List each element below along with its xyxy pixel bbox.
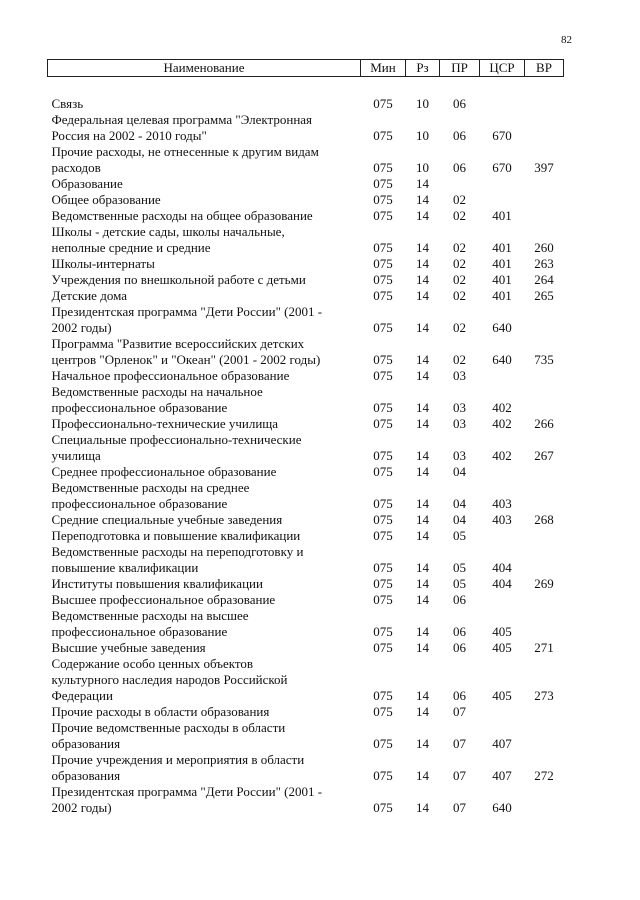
row-pr-cell: 07: [453, 704, 466, 719]
row-pr-cell: 07: [453, 800, 466, 815]
row-min-cell: 075: [373, 288, 393, 303]
table-row: [48, 480, 564, 512]
row-csr-cell: 404: [492, 576, 512, 591]
row-name-line: Переподготовка и повышение квалификации: [51, 528, 301, 543]
row-name-line: Прочие расходы в области образования: [51, 704, 270, 719]
column-header-csr: ЦСР: [480, 60, 525, 77]
row-min-cell: 075: [373, 528, 393, 543]
row-csr-cell: 401: [492, 208, 512, 223]
row-name-cell: [48, 544, 361, 576]
row-pr-cell: 02: [453, 208, 466, 223]
row-rz-cell: 10: [416, 128, 429, 143]
row-vr-cell: 266: [534, 416, 554, 431]
table-row: [48, 336, 564, 368]
row-vr-cell: 273: [534, 688, 554, 703]
row-vr-cell: [525, 368, 564, 384]
row-min-cell: 075: [373, 352, 393, 367]
row-min-cell: 075: [373, 400, 393, 415]
table-row: [48, 640, 564, 656]
row-csr-cell: [480, 704, 525, 720]
row-csr-cell: [480, 464, 525, 480]
row-vr-cell: [525, 464, 564, 480]
table-row: [48, 368, 564, 384]
table-row: [48, 288, 564, 304]
table-row: [48, 144, 564, 176]
row-csr-cell: [480, 368, 525, 384]
row-vr-cell: [525, 304, 564, 336]
row-pr-cell: 02: [453, 320, 466, 335]
row-name-line: Прочие расходы, не отнесенные к другим видам: [51, 144, 319, 159]
row-pr-cell: 06: [453, 592, 466, 607]
row-rz-cell: 14: [416, 416, 429, 431]
row-csr-cell: [480, 192, 525, 208]
row-pr-cell: 06: [453, 640, 466, 655]
row-csr-cell: 407: [492, 736, 512, 751]
row-min-cell: 075: [373, 256, 393, 271]
row-name-cell: [48, 144, 361, 176]
row-rz-cell: 14: [416, 512, 429, 527]
row-rz-cell: 14: [416, 464, 429, 479]
row-name-line: Институты повышения квалификации: [51, 576, 263, 591]
table-row: [48, 592, 564, 608]
row-name-line: Программа "Развитие всероссийских детских: [51, 336, 305, 351]
row-name-line: 2002 годы): [51, 320, 112, 335]
row-name-line: Россия на 2002 - 2010 годы": [51, 128, 207, 143]
row-name-line: Детские дома: [51, 288, 127, 303]
row-name-line: Ведомственные расходы на начальное: [51, 384, 263, 399]
row-name-cell: [48, 176, 361, 192]
row-name-line: Федерации: [51, 688, 113, 703]
row-rz-cell: 14: [416, 560, 429, 575]
row-rz-cell: 14: [416, 496, 429, 511]
row-vr-cell: 735: [534, 352, 554, 367]
table-row: [48, 704, 564, 720]
spacer-row: [48, 77, 564, 97]
table-row: [48, 384, 564, 416]
row-rz-cell: 14: [416, 192, 429, 207]
row-min-cell: 075: [373, 128, 393, 143]
row-pr-cell: 03: [453, 416, 466, 431]
row-vr-cell: [525, 384, 564, 416]
row-name-cell: [48, 96, 361, 112]
row-rz-cell: 14: [416, 448, 429, 463]
page-number: 82: [561, 34, 572, 46]
row-csr-cell: 640: [492, 352, 512, 367]
row-vr-cell: [525, 592, 564, 608]
row-pr-cell: 07: [453, 768, 466, 783]
row-csr-cell: 640: [492, 800, 512, 815]
row-vr-cell: 263: [534, 256, 554, 271]
row-name-line: расходов: [51, 160, 101, 175]
row-rz-cell: 14: [416, 256, 429, 271]
row-csr-cell: [480, 96, 525, 112]
row-vr-cell: [525, 528, 564, 544]
row-rz-cell: 14: [416, 400, 429, 415]
row-csr-cell: 402: [492, 448, 512, 463]
row-min-cell: 075: [373, 160, 393, 175]
row-name-line: профессиональное образование: [51, 496, 228, 511]
row-min-cell: 075: [373, 320, 393, 335]
row-name-line: училища: [51, 448, 101, 463]
row-rz-cell: 14: [416, 352, 429, 367]
row-name-line: образования: [51, 736, 121, 751]
row-pr-cell: 06: [453, 624, 466, 639]
row-name-line: Специальные профессионально-технические: [51, 432, 302, 447]
row-csr-cell: 670: [492, 160, 512, 175]
row-vr-cell: 397: [534, 160, 554, 175]
row-name-cell: [48, 592, 361, 608]
row-csr-cell: 403: [492, 496, 512, 511]
table-body: [48, 77, 564, 817]
row-pr-cell: 05: [453, 576, 466, 591]
row-pr-cell: 02: [453, 240, 466, 255]
table-row: [48, 272, 564, 288]
row-min-cell: 075: [373, 560, 393, 575]
row-rz-cell: 14: [416, 768, 429, 783]
row-min-cell: 075: [373, 592, 393, 607]
row-min-cell: 075: [373, 448, 393, 463]
row-name-cell: [48, 576, 361, 592]
row-name-cell: [48, 208, 361, 224]
row-name-cell: [48, 608, 361, 640]
row-name-line: Высшее профессиональное образование: [51, 592, 276, 607]
row-csr-cell: 402: [492, 416, 512, 431]
row-name-line: неполные средние и средние: [51, 240, 211, 255]
row-min-cell: 075: [373, 176, 393, 191]
row-min-cell: 075: [373, 800, 393, 815]
row-name-cell: [48, 272, 361, 288]
row-pr-cell: 04: [453, 496, 466, 511]
row-name-cell: [48, 464, 361, 480]
row-csr-cell: 405: [492, 640, 512, 655]
table-row: [48, 720, 564, 752]
row-vr-cell: 264: [534, 272, 554, 287]
table-row: [48, 784, 564, 816]
row-name-cell: [48, 288, 361, 304]
row-vr-cell: 268: [534, 512, 554, 527]
row-name-cell: [48, 192, 361, 208]
row-min-cell: 075: [373, 496, 393, 511]
row-min-cell: 075: [373, 576, 393, 591]
column-header-name: Наименование: [48, 60, 361, 77]
row-min-cell: 075: [373, 192, 393, 207]
row-pr-cell: 06: [453, 160, 466, 175]
row-rz-cell: 14: [416, 368, 429, 383]
row-pr-cell: 02: [453, 272, 466, 287]
row-vr-cell: 269: [534, 576, 554, 591]
row-pr-cell: 06: [453, 688, 466, 703]
row-vr-cell: 271: [534, 640, 554, 655]
row-csr-cell: 407: [492, 768, 512, 783]
row-vr-cell: [525, 96, 564, 112]
table-row: [48, 464, 564, 480]
column-header-vr: ВР: [525, 60, 564, 77]
row-name-cell: [48, 704, 361, 720]
row-csr-cell: [480, 592, 525, 608]
row-name-line: Ведомственные расходы на переподготовку и: [51, 544, 304, 559]
row-rz-cell: 14: [416, 736, 429, 751]
row-name-line: Прочие учреждения и мероприятия в области: [51, 752, 305, 767]
row-pr-cell: 05: [453, 560, 466, 575]
row-vr-cell: [525, 720, 564, 752]
row-name-line: Учреждения по внешкольной работе с детьми: [51, 272, 306, 287]
row-vr-cell: 265: [534, 288, 554, 303]
row-name-line: Школы-интернаты: [51, 256, 155, 271]
row-pr-cell: 04: [453, 512, 466, 527]
row-min-cell: 075: [373, 416, 393, 431]
row-name-line: Образование: [51, 176, 123, 191]
row-min-cell: 075: [373, 240, 393, 255]
row-min-cell: 075: [373, 464, 393, 479]
row-vr-cell: [525, 112, 564, 144]
row-vr-cell: [525, 208, 564, 224]
row-name-line: Прочие ведомственные расходы в области: [51, 720, 286, 735]
row-name-line: Федеральная целевая программа "Электронная: [51, 112, 313, 127]
row-name-cell: [48, 480, 361, 512]
row-min-cell: 075: [373, 272, 393, 287]
row-name-line: профессиональное образование: [51, 400, 228, 415]
row-pr-cell: [440, 176, 480, 192]
row-min-cell: 075: [373, 688, 393, 703]
row-name-cell: [48, 512, 361, 528]
row-pr-cell: 02: [453, 352, 466, 367]
row-rz-cell: 14: [416, 624, 429, 639]
row-vr-cell: 267: [534, 448, 554, 463]
row-name-line: повышение квалификации: [51, 560, 199, 575]
column-header-rz: Рз: [406, 60, 440, 77]
row-pr-cell: 07: [453, 736, 466, 751]
row-min-cell: 075: [373, 512, 393, 527]
row-csr-cell: 401: [492, 256, 512, 271]
row-rz-cell: 14: [416, 240, 429, 255]
row-vr-cell: [525, 480, 564, 512]
row-name-line: Президентская программа "Дети России" (2001 -: [51, 784, 323, 799]
row-name-line: центров "Орленок" и "Океан" (2001 - 2002 годы): [51, 352, 321, 367]
row-name-line: Ведомственные расходы на общее образование: [51, 208, 313, 223]
row-name-line: Ведомственные расходы на среднее: [51, 480, 250, 495]
row-name-line: Президентская программа "Дети России" (2001 -: [51, 304, 323, 319]
table-row: [48, 544, 564, 576]
row-csr-cell: 404: [492, 560, 512, 575]
row-csr-cell: 405: [492, 688, 512, 703]
row-min-cell: 075: [373, 96, 393, 111]
table-row: [48, 224, 564, 256]
column-header-pr: ПР: [440, 60, 480, 77]
row-name-cell: [48, 336, 361, 368]
row-pr-cell: 05: [453, 528, 466, 543]
table-row: [48, 416, 564, 432]
row-vr-cell: [525, 544, 564, 576]
table-row: [48, 608, 564, 640]
row-rz-cell: 14: [416, 576, 429, 591]
row-vr-cell: [525, 192, 564, 208]
row-name-line: культурного наследия народов Российской: [51, 672, 288, 687]
row-name-cell: [48, 640, 361, 656]
row-pr-cell: 03: [453, 368, 466, 383]
row-rz-cell: 14: [416, 320, 429, 335]
row-min-cell: 075: [373, 736, 393, 751]
table-row: [48, 528, 564, 544]
row-pr-cell: 02: [453, 192, 466, 207]
row-csr-cell: 401: [492, 288, 512, 303]
row-vr-cell: [525, 176, 564, 192]
row-vr-cell: [525, 608, 564, 640]
row-csr-cell: 401: [492, 240, 512, 255]
row-min-cell: 075: [373, 704, 393, 719]
row-pr-cell: 02: [453, 256, 466, 271]
table-row: [48, 656, 564, 704]
table-row: [48, 208, 564, 224]
row-rz-cell: 14: [416, 640, 429, 655]
column-header-min: Мин: [361, 60, 406, 77]
row-rz-cell: 14: [416, 704, 429, 719]
row-name-cell: [48, 656, 361, 704]
row-name-cell: [48, 256, 361, 272]
row-rz-cell: 14: [416, 528, 429, 543]
row-name-line: Содержание особо ценных объектов: [51, 656, 254, 671]
row-pr-cell: 03: [453, 448, 466, 463]
row-min-cell: 075: [373, 208, 393, 223]
row-csr-cell: 670: [492, 128, 512, 143]
table-row: [48, 256, 564, 272]
row-pr-cell: 02: [453, 288, 466, 303]
row-name-cell: [48, 224, 361, 256]
row-csr-cell: [480, 176, 525, 192]
row-min-cell: 075: [373, 368, 393, 383]
row-min-cell: 075: [373, 624, 393, 639]
row-pr-cell: 06: [453, 96, 466, 111]
table-row: [48, 304, 564, 336]
table-row: [48, 432, 564, 464]
row-name-line: Средние специальные учебные заведения: [51, 512, 283, 527]
row-pr-cell: 04: [453, 464, 466, 479]
row-vr-cell: [525, 784, 564, 816]
row-name-line: Профессионально-технические училища: [51, 416, 279, 431]
row-name-line: Связь: [51, 96, 84, 111]
row-min-cell: 075: [373, 768, 393, 783]
row-csr-cell: [480, 528, 525, 544]
row-name-cell: [48, 528, 361, 544]
row-name-cell: [48, 112, 361, 144]
table-row: [48, 112, 564, 144]
row-csr-cell: 640: [492, 320, 512, 335]
row-rz-cell: 10: [416, 96, 429, 111]
row-rz-cell: 14: [416, 288, 429, 303]
row-csr-cell: 402: [492, 400, 512, 415]
row-name-line: профессиональное образование: [51, 624, 228, 639]
row-name-cell: [48, 304, 361, 336]
row-rz-cell: 14: [416, 800, 429, 815]
row-name-cell: [48, 368, 361, 384]
row-name-line: 2002 годы): [51, 800, 112, 815]
row-csr-cell: 403: [492, 512, 512, 527]
row-name-line: образования: [51, 768, 121, 783]
row-name-cell: [48, 384, 361, 416]
table-header-row: [48, 60, 564, 77]
row-csr-cell: 405: [492, 624, 512, 639]
table-row: [48, 752, 564, 784]
row-rz-cell: 14: [416, 176, 429, 191]
table-row: [48, 512, 564, 528]
row-name-line: Начальное профессиональное образование: [51, 368, 290, 383]
row-name-cell: [48, 752, 361, 784]
row-rz-cell: 14: [416, 688, 429, 703]
row-min-cell: 075: [373, 640, 393, 655]
row-csr-cell: 401: [492, 272, 512, 287]
row-name-line: Высшие учебные заведения: [51, 640, 206, 655]
table-row: [48, 176, 564, 192]
row-vr-cell: [525, 704, 564, 720]
row-name-cell: [48, 416, 361, 432]
row-pr-cell: 06: [453, 128, 466, 143]
row-rz-cell: 14: [416, 592, 429, 607]
table-row: [48, 192, 564, 208]
row-name-line: Школы - детские сады, школы начальные,: [51, 224, 285, 239]
row-name-cell: [48, 432, 361, 464]
row-name-cell: [48, 720, 361, 752]
row-pr-cell: 03: [453, 400, 466, 415]
row-rz-cell: 14: [416, 272, 429, 287]
row-name-line: Среднее профессиональное образование: [51, 464, 277, 479]
budget-table: [47, 59, 564, 816]
row-name-line: Ведомственные расходы на высшее: [51, 608, 249, 623]
table-row: [48, 96, 564, 112]
row-name-cell: [48, 784, 361, 816]
row-rz-cell: 10: [416, 160, 429, 175]
table-row: [48, 576, 564, 592]
row-name-line: Общее образование: [51, 192, 161, 207]
row-rz-cell: 14: [416, 208, 429, 223]
row-vr-cell: 272: [534, 768, 554, 783]
row-vr-cell: 260: [534, 240, 554, 255]
